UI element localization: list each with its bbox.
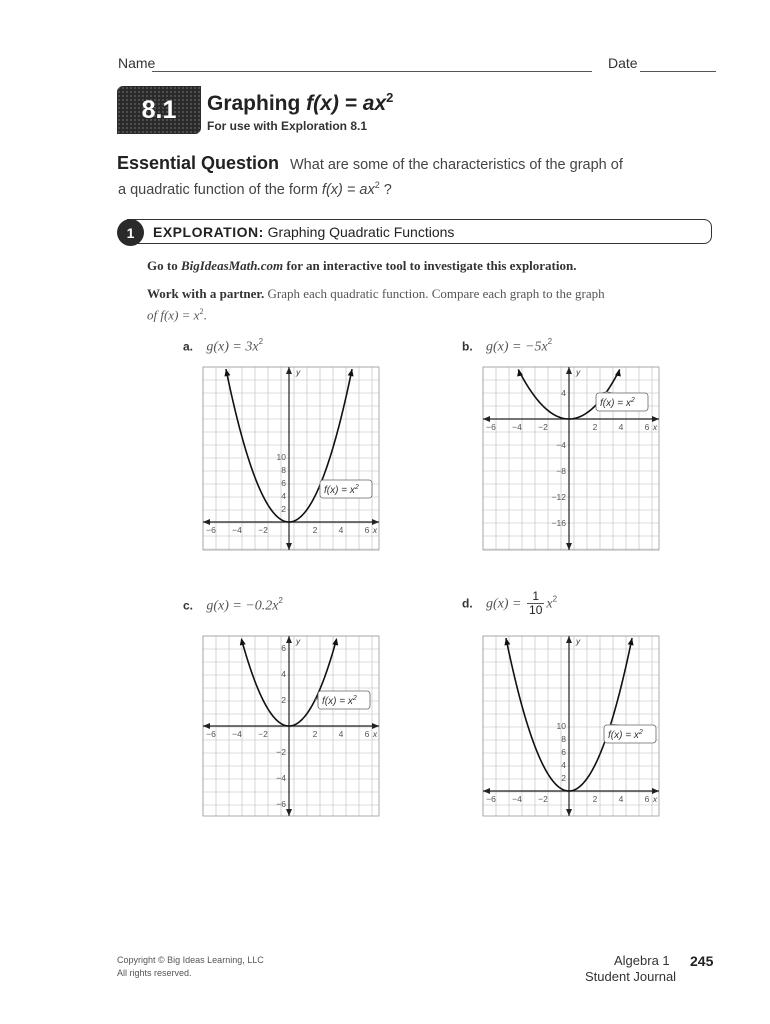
graph-a[interactable] <box>203 367 379 550</box>
x-tick-label: −2 <box>258 525 268 535</box>
goto-site-link[interactable]: BigIdeasMath.com <box>180 258 284 273</box>
x-tick-label: −6 <box>486 422 496 432</box>
x-tick-label: 2 <box>312 525 318 535</box>
x-axis-label: x <box>652 422 658 432</box>
goto-instruction <box>147 258 576 274</box>
item-function: g(x) = −5x <box>486 339 548 355</box>
partner-line2-end: . <box>203 307 207 323</box>
x-tick-label: −6 <box>206 525 216 535</box>
y-axis-label: y <box>296 367 301 377</box>
item-exponent: 2 <box>552 594 558 604</box>
exploration-title <box>153 224 454 240</box>
section-number-badge: 8.1 <box>117 86 201 134</box>
date-label: Date <box>608 55 638 71</box>
y-tick-label: 6 <box>281 643 286 653</box>
y-tick-label: 4 <box>281 669 286 679</box>
y-tick-label: −12 <box>551 492 566 502</box>
item-exponent: 2 <box>547 337 553 346</box>
essential-question-label: Essential Question <box>117 153 280 173</box>
x-tick-label: −2 <box>258 729 268 739</box>
y-tick-label: −6 <box>276 799 286 809</box>
x-tick-label: −4 <box>232 729 242 739</box>
item-b-label <box>462 337 552 355</box>
callout-label: $f(x) = x^2$ <box>608 729 643 741</box>
y-tick-label: 2 <box>281 695 286 705</box>
callout-exponent: 2 <box>352 695 357 702</box>
y-arrow-bottom <box>286 809 292 816</box>
item-letter: b. <box>462 339 473 354</box>
y-tick-label: −8 <box>556 466 566 476</box>
y-tick-label: −2 <box>276 747 286 757</box>
name-field-line[interactable] <box>152 71 592 72</box>
x-tick-label: −4 <box>512 794 522 804</box>
item-function: g(x) = 3x <box>206 339 259 355</box>
x-axis-label: x <box>652 794 658 804</box>
x-tick-label: −2 <box>538 422 548 432</box>
page-subtitle: For use with Exploration 8.1 <box>207 119 368 133</box>
y-axis-label: y <box>576 367 581 377</box>
page-number: 245 <box>690 953 714 969</box>
title-function: f(x) = ax <box>306 92 387 115</box>
y-tick-label: 10 <box>556 721 566 731</box>
y-tick-label: 4 <box>561 760 566 770</box>
eq-line2-exponent: 2 <box>374 180 380 190</box>
date-field-line[interactable] <box>640 71 716 72</box>
y-axis-label: y <box>296 636 301 646</box>
y-tick-label: 2 <box>281 504 286 514</box>
x-tick-label: 6 <box>364 729 370 739</box>
x-tick-label: 6 <box>644 794 650 804</box>
x-tick-label: 4 <box>338 525 344 535</box>
x-tick-label: 4 <box>618 794 624 804</box>
y-tick-label: 10 <box>276 452 286 462</box>
y-tick-label: 6 <box>281 478 286 488</box>
x-axis-label: x <box>372 729 378 739</box>
y-tick-label: 8 <box>561 734 566 744</box>
x-tick-label: −6 <box>206 729 216 739</box>
y-arrow-top <box>566 367 572 374</box>
callout-label: $f(x) = x^2$ <box>322 695 357 707</box>
y-axis-label: y <box>576 636 581 646</box>
curve-arrow <box>615 368 622 376</box>
title-exponent: 2 <box>386 90 394 105</box>
exploration-number: 1 <box>117 219 144 246</box>
graph-b[interactable] <box>483 367 659 550</box>
callout-exponent: 2 <box>354 484 359 491</box>
item-a-label <box>183 337 263 355</box>
name-label: Name <box>118 55 156 71</box>
x-tick-label: 6 <box>364 525 370 535</box>
goto-prefix: Go to <box>147 258 181 273</box>
graph-d[interactable] <box>483 636 659 816</box>
item-c-label <box>183 596 283 614</box>
eq-line2-function: f(x) = ax <box>321 181 375 198</box>
y-arrow-top <box>286 367 292 374</box>
goto-suffix: for an interactive tool to investigate this exploration. <box>283 258 577 273</box>
x-tick-label: 2 <box>592 794 598 804</box>
item-function-prefix: g(x) = <box>486 596 526 612</box>
y-arrow-top <box>286 636 292 643</box>
callout-exponent: 2 <box>638 729 643 736</box>
eq-line2-prefix: a quadratic function of the form <box>118 181 322 198</box>
fraction-denominator: 10 <box>529 603 543 617</box>
x-tick-label: −6 <box>486 794 496 804</box>
item-letter: a. <box>183 339 194 354</box>
journal-title: Student Journal <box>585 969 677 984</box>
item-exponent: 2 <box>278 596 283 605</box>
y-arrow-bottom <box>566 809 572 816</box>
partner-bold: Work with a partner. <box>147 286 265 301</box>
y-tick-label: −4 <box>276 773 286 783</box>
copyright-text: Copyright © Big Ideas Learning, LLC <box>117 955 264 965</box>
exploration-label: EXPLORATION: <box>153 224 264 240</box>
x-tick-label: −4 <box>232 525 242 535</box>
item-letter: d. <box>462 596 473 611</box>
item-exponent: 2 <box>258 337 264 346</box>
curve-arrow <box>332 637 339 645</box>
exploration-title-text: Graphing Quadratic Functions <box>267 224 455 240</box>
title-prefix: Graphing <box>207 92 307 115</box>
item-function-suffix: x <box>546 596 553 612</box>
fraction <box>527 590 544 617</box>
x-tick-label: 2 <box>312 729 318 739</box>
x-tick-label: 4 <box>338 729 344 739</box>
y-tick-label: 8 <box>281 465 286 475</box>
eq-line2-suffix: ? <box>379 181 392 198</box>
partner-text: Graph each quadratic function. Compare each graph to the graph <box>264 286 605 301</box>
item-function: g(x) = −0.2x <box>206 598 279 614</box>
book-title: Algebra 1 <box>614 953 670 968</box>
partner-instruction <box>147 285 647 324</box>
x-axis-label: x <box>372 525 378 535</box>
item-d-label <box>462 590 557 617</box>
rights-text: All rights reserved. <box>117 968 192 978</box>
x-tick-label: −2 <box>538 794 548 804</box>
callout-label: $f(x) = x^2$ <box>600 397 635 409</box>
graph-c[interactable] <box>203 636 379 816</box>
y-tick-label: −4 <box>556 440 566 450</box>
y-tick-label: 4 <box>561 388 566 398</box>
callout-label: $f(x) = x^2$ <box>324 484 359 496</box>
x-tick-label: −4 <box>512 422 522 432</box>
partner-line2-exp: 2 <box>199 307 204 316</box>
essential-question-line1: What are some of the characteristics of the graph of <box>290 157 623 173</box>
y-tick-label: −16 <box>551 518 566 528</box>
x-tick-label: 6 <box>644 422 650 432</box>
fraction-numerator: 1 <box>527 590 544 604</box>
essential-question-line2 <box>118 180 392 198</box>
y-tick-label: 4 <box>281 491 286 501</box>
x-tick-label: 2 <box>592 422 598 432</box>
x-tick-label: 4 <box>618 422 624 432</box>
y-arrow-top <box>566 636 572 643</box>
y-tick-label: 2 <box>561 773 566 783</box>
callout-exponent: 2 <box>630 397 635 404</box>
page-title <box>207 90 393 116</box>
y-tick-label: 6 <box>561 747 566 757</box>
item-letter: c. <box>183 598 194 613</box>
partner-line2: of f(x) = x <box>147 307 200 323</box>
